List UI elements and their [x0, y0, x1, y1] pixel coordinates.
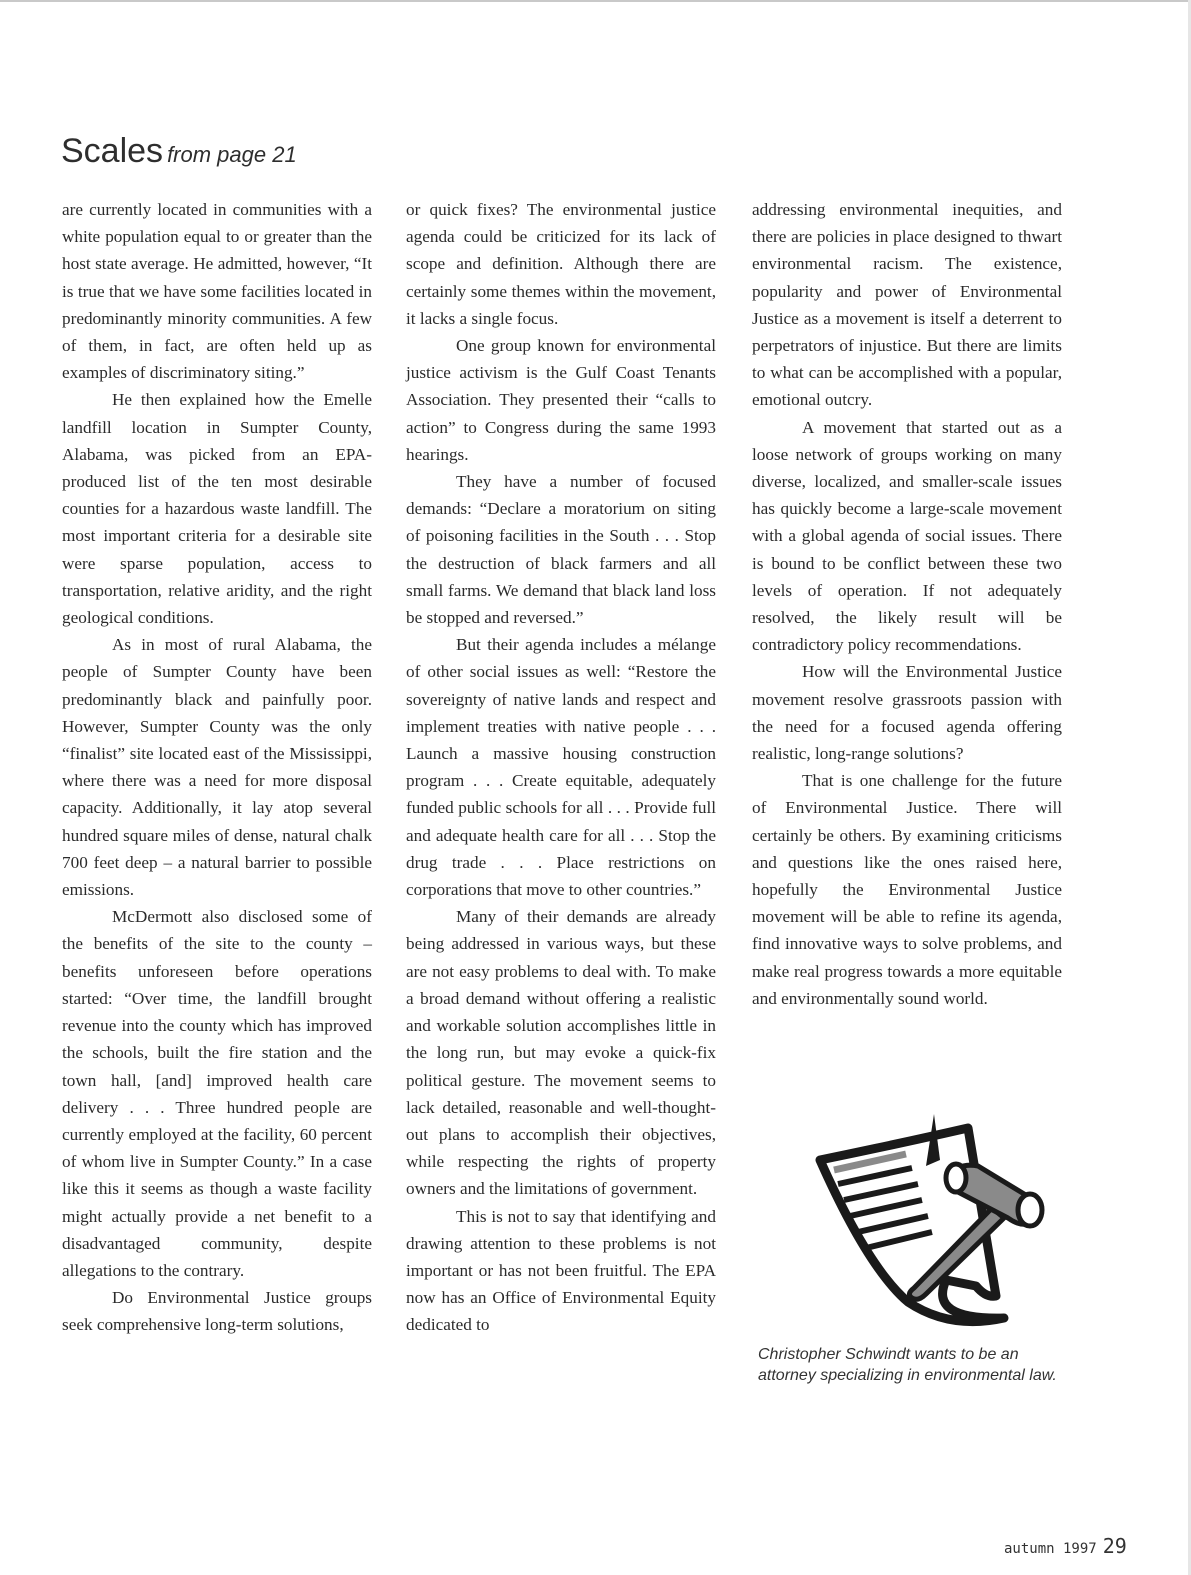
paragraph: or quick fixes? The environmental justice agenda could be criticized for its lack of scope and definition. Although there are certainly some themes within the movement, it lacks a single focus.: [406, 200, 716, 328]
paragraph: How will the Environmental Justice movement resolve grassroots passion with the need for a focused agenda offering realistic, long-range solutions?: [752, 662, 1062, 764]
paragraph: Do Environmental Justice groups seek comprehensive long-term solutions,: [62, 1288, 372, 1335]
paragraph: Many of their demands are already being addressed in various ways, but these are not easy problems to deal with. To make a broad demand without offering a realistic and workable solution accomplishes little in the long run, but may evoke a quick-fix political gesture. The movement seems to lack detailed, reasonable and well-thought-out plans to accomplish their objectives, while respecting the rights of property owners and the limitations of government.: [406, 907, 716, 1199]
paragraph: But their agenda includes a mélange of other social issues as well: “Restore the sovereignty of native lands and respect and implement treaties with native people . . . Launch a massive housing construction program . . . Create equitable, adequately funded public schools for all . . . Provide full and adequate health care for all . . . Stop the drug trade . . . Place restrictions on corporations that move to other countries.”: [406, 635, 716, 900]
paragraph: That is one challenge for the future of Environmental Justice. There will certainly be others. By examining criticisms and questions like the ones raised here, hopefully the Environmental Justice movement will be able to refine its agenda, find innovative ways to solve problems, and make real progress towards a more equitable and environmentally sound world.: [752, 771, 1062, 1008]
top-rule: [0, 0, 1191, 2]
text-column-1: [62, 196, 372, 1339]
document-gavel-icon: [808, 1108, 1056, 1340]
text-column-2: [406, 196, 716, 1339]
paragraph: He then explained how the Emelle landfill location in Sumpter County, Alabama, was picked from an EPA-produced list of the ten most desirable counties for a hazardous waste landfill. The most important criteria for a desirable site were sparse population, access to transportation, relative aridity, and the right geological conditions.: [62, 390, 372, 628]
issue-date: autumn 1997: [1004, 1541, 1097, 1557]
text-column-3: [752, 196, 1062, 1012]
paragraph: They have a number of focused demands: “Declare a moratorium on siting of poisoning facilities in the South . . . Stop the destruction of black farmers and all small farms. We demand that black land loss be stopped and reversed.”: [406, 472, 716, 628]
paragraph: addressing environmental inequities, and there are policies in place designed to thwart environmental racism. The existence, popularity and power of Environmental Justice as a movement is itself a deterrent to perpetrators of injustice. But there are limits to what can be accomplished with a popular, emotional outcry.: [752, 200, 1062, 410]
paragraph: are currently located in communities with a white population equal to or greater than the host state average. He admitted, however, “It is true that we have some facilities located in predominantly minority communities. A few of them, in fact, are often held up as examples of discriminatory siting.”: [62, 200, 372, 383]
page-number: 29: [1102, 1534, 1127, 1558]
paragraph: One group known for environmental justice activism is the Gulf Coast Tenants Association. They presented their “calls to action” to Congress during the same 1993 hearings.: [406, 336, 716, 464]
author-caption: Christopher Schwindt wants to be an attorney specializing in environmental law.: [758, 1346, 1057, 1384]
paragraph: A movement that started out as a loose network of groups working on many diverse, localized, and smaller-scale issues has quickly become a large-scale movement with a global agenda of social issues. There is bound to be conflict between these two levels of operation. If not adequately resolved, the likely result will be contradictory policy recommendations.: [752, 417, 1062, 655]
paragraph: McDermott also disclosed some of the benefits of the site to the county – benefits unforeseen before operations started: “Over time, the landfill brought revenue into the county which has improved the schools, built the fire station and the town hall, [and] improved health care delivery . . . Three hundred people are currently employed at the facility, 60 percent of whom live in Sumpter County.” In a case like this it seems as though a waste facility might actually provide a net benefit to a disadvantaged community, despite allegations to the contrary.: [62, 907, 372, 1280]
title-main: Scales: [61, 132, 164, 170]
page-title: [61, 132, 297, 171]
title-continuation: from page 21: [167, 142, 297, 167]
page-footer: [1004, 1534, 1127, 1558]
paragraph: As in most of rural Alabama, the people of Sumpter County have been predominantly black and painfully poor. However, Sumpter County was the only “finalist” site located east of the Mississippi, where there was a need for more disposal capacity. Additionally, it lay atop several hundred square miles of dense, natural chalk 700 feet deep – a natural barrier to possible emissions.: [62, 635, 372, 900]
paragraph: This is not to say that identifying and drawing attention to these problems is not important or has not been fruitful. The EPA now has an Office of Environmental Equity dedicated to: [406, 1206, 716, 1335]
